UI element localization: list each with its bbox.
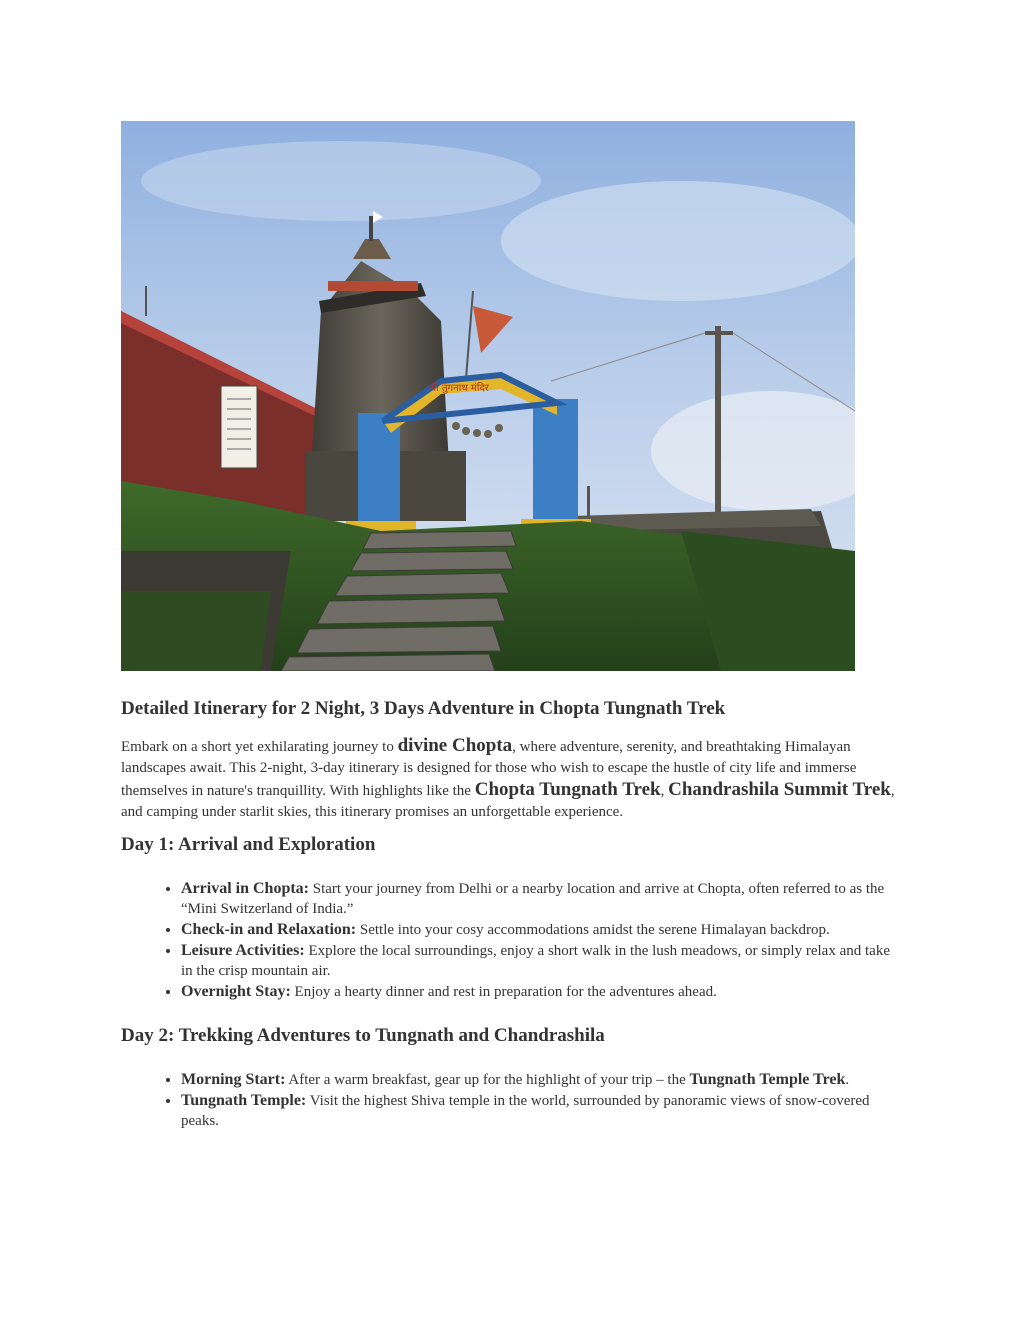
day1-heading: Day 1: Arrival and Exploration — [121, 834, 376, 855]
intro-bold-chopta-tungnath-trek: Chopta Tungnath Trek — [474, 779, 661, 800]
itinerary-title: Detailed Itinerary for 2 Night, 3 Days Adventure in Chopta Tungnath Trek — [121, 698, 726, 719]
list-item-text: Settle into your cosy accommodations amidst the serene Himalayan backdrop. — [356, 922, 830, 938]
list-item — [181, 1091, 901, 1131]
day2-list — [121, 1070, 901, 1131]
list-item — [181, 920, 901, 940]
list-item-bold-tungnath-temple-trek: Tungnath Temple Trek — [689, 1071, 846, 1088]
arch-sign-text: श्री तुंगनाथ मंदिर — [429, 383, 489, 394]
list-item — [181, 982, 901, 1002]
list-item-label: Check-in and Relaxation: — [181, 921, 357, 938]
list-item-label: Overnight Stay: — [181, 983, 291, 1000]
list-item-text: Enjoy a hearty dinner and rest in preparation for the adventures ahead. — [290, 984, 717, 1000]
list-item-text: Start your journey from Delhi or a nearby location and arrive at Chopta, often referred to as the “Mini Switzerland of India.” — [181, 881, 885, 917]
list-item-text: Explore the local surroundings, enjoy a short walk in the lush meadows, or simply relax and take in the crisp mountain air. — [181, 943, 890, 979]
list-item-label: Leisure Activities: — [181, 942, 305, 959]
list-item-text: After a warm breakfast, gear up for the highlight of your trip – the — [285, 1072, 690, 1088]
document-page — [121, 121, 901, 1153]
list-item — [181, 879, 901, 919]
list-item-label: Tungnath Temple: — [181, 1092, 307, 1109]
list-item-label: Arrival in Chopta: — [181, 880, 309, 897]
list-item-label: Morning Start: — [181, 1071, 286, 1088]
intro-text-4: , and camping under starlit skies, this itinerary promises an unforgettable experience. — [121, 783, 895, 820]
day2-heading: Day 2: Trekking Adventures to Tungnath and Chandrashila — [121, 1025, 605, 1046]
intro-bold-divine-chopta: divine Chopta — [397, 735, 513, 756]
intro-text-1: Embark on a short yet exhilarating journey to — [121, 739, 398, 755]
intro-text-3: , — [660, 783, 669, 799]
intro-text-2: , where adventure, serenity, and breathtaking Himalayan landscapes await. This 2-night, 3-day itinerary is designed for those who wish to escape the hustle of city life and immerse themselves in nature's tranquillity. With highlights like the — [121, 739, 857, 799]
tungnath-temple-photo — [121, 121, 855, 671]
intro-bold-chandrashila-summit-trek: Chandrashila Summit Trek — [668, 779, 891, 800]
list-item — [181, 1070, 901, 1090]
day1-list — [121, 879, 901, 1002]
list-item — [181, 941, 901, 981]
list-item-text-end: . — [845, 1072, 850, 1088]
list-item-text: Visit the highest Shiva temple in the world, surrounded by panoramic views of snow-covered peaks. — [181, 1093, 870, 1129]
intro-paragraph — [121, 735, 901, 823]
